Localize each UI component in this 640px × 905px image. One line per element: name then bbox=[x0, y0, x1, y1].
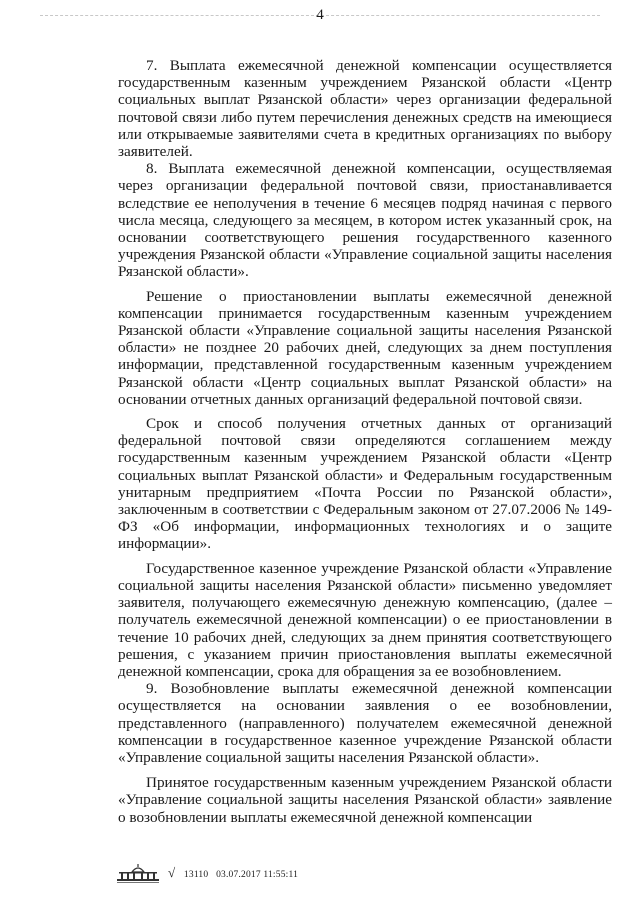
document-footer bbox=[116, 862, 298, 884]
signature-mark: √ bbox=[168, 865, 176, 880]
document-timestamp: 03.07.2017 11:55:11 bbox=[216, 870, 299, 880]
paragraph-item-8: 8. Выплата ежемесячной денежной компенсации, осуществляемая через организации федеральной почтовой связи, приостанавливается вследствие ее неполучения в течение 6 месяцев подряд начиная с первого числа месяца, следующего за месяцем, в котором истек указанный срок, на основании соответствующего решения государственного казенного учреждения Рязанской области «Управление социальной защиты населения Рязанской области». bbox=[118, 160, 612, 281]
paragraph-suspension-decision: Решение о приостановлении выплаты ежемесячной денежной компенсации принимается государственным казенным учреждением Рязанской области «Управление социальной защиты населения Рязанской области» не позднее 20 рабочих дней, следующих за днем поступления информации, представленной государственным казенным учреждением Рязанской области «Центр социальных выплат Рязанской области» на основании отчетных данных организаций федеральной почтовой связи. bbox=[118, 287, 612, 408]
paragraph-reporting-data: Срок и способ получения отчетных данных от организаций федеральной почтовой связи определяются соглашением между государственным казенным учреждением Рязанской области «Центр социальных выплат Рязанской области» и Федеральным государственным унитарным предприятием «Почта России по Рязанской области», заключенным в соответствии с Федеральным законом от 27.07.2006 № 149-ФЗ «Об информации, информационных технологиях и о защите информации». bbox=[118, 415, 612, 553]
document-number: 13110 bbox=[183, 870, 209, 880]
document-body bbox=[118, 57, 612, 826]
footer-registration bbox=[168, 865, 298, 881]
government-building-icon bbox=[116, 863, 160, 883]
paragraph-item-7: 7. Выплата ежемесячной денежной компенсации осуществляется государственным казенным учреждением Рязанской области «Центр социальных выплат Рязанской области» через организации федеральной почтовой связи либо путем перечисления денежных средств на имеющиеся или открываемые заявителями счета в кредитных организациях по выбору заявителей. bbox=[118, 57, 612, 161]
paragraph-notification: Государственное казенное учреждение Рязанской области «Управление социальной защиты населения Рязанской области» письменно уведомляет заявителя, получающего ежемесячную денежную компенсацию, (далее – получатель ежемесячной денежной компенсации) о ее приостановлении в течение 10 рабочих дней, следующих за днем принятия соответствующего решения, с указанием причин приостановления выплаты ежемесячной денежной компенсации, срока для обращения за ее возобновлением. bbox=[118, 559, 612, 680]
paragraph-accepted-application: Принятое государственным казенным учреждением Рязанской области «Управление социальной защиты населения Рязанской области» заявление о возобновлении выплаты ежемесячной денежной компенсации bbox=[118, 774, 612, 826]
page-number: 4 bbox=[316, 7, 324, 23]
paragraph-item-9: 9. Возобновление выплаты ежемесячной денежной компенсации осуществляется на основании заявления о ее возобновлении, представленного (направленного) получателем ежемесячной денежной компенсации в государственное казенное учреждение Рязанской области «Управление социальной защиты населения Рязанской области». bbox=[118, 680, 612, 766]
